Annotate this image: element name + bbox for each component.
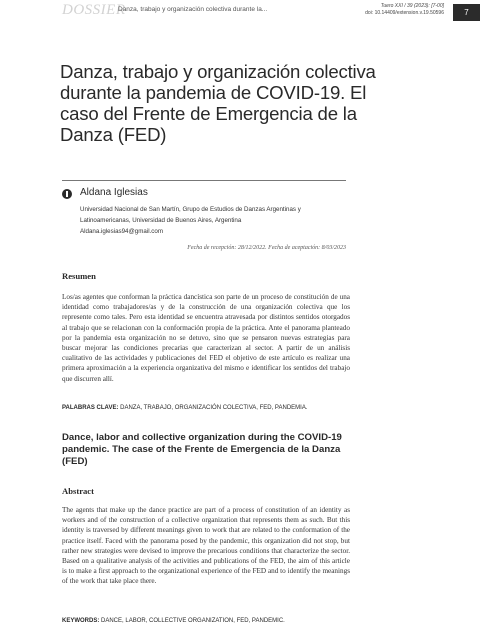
keywords-en	[62, 618, 362, 624]
submission-dates: Fecha de recepción: 28/12/2022. Fecha de aceptación: 8/03/2023	[187, 245, 346, 251]
journal-info	[365, 3, 444, 17]
author-affiliation	[80, 204, 350, 237]
author-email[interactable]: Aldana.iglesias94@gmail.com	[80, 228, 163, 235]
article-title: Danza, trabajo y organización colectiva durante la pandemia de COVID-19. El caso del Frente de Emergencia de la Danza (FED)	[60, 61, 376, 145]
section-label: DOSSIER	[62, 2, 126, 18]
keywords-list: DANZA, TRABAJO, ORGANIZACIÓN COLECTIVA, FED, PANDEMIA.	[120, 405, 308, 411]
running-header	[0, 0, 480, 22]
keywords-label: PALABRAS CLAVE:	[62, 405, 119, 411]
page-number: 7	[453, 4, 480, 21]
abstract-text: The agents that make up the dance practice are part of a process of constitution of an identity as workers and of the construction of a collective organization that represents them as such. But this identity is traversed by different meanings given to work that are related to the conformation of the practice itself. Faced with the panorama posed by the pandemic, this organization did not stop, but rather new strategies were devised to improve the precarious conditions that characterize the sector. Based on a qualitative analysis of the activities and publications of the FED, the aim of this article is to make a first approach to the organizational experience of the FED and to identify the meanings of the work that take place there.	[62, 506, 350, 586]
keywords-label: KEYWORDS:	[62, 618, 100, 624]
resumen-text: Los/as agentes que conforman la práctica dancística son parte de un proceso de constitución de una identidad como trabajadores/as y de la construcción de una organización colectiva que los represente como tales. Pero esta identidad se encuentra atravesada por distintos sentidos otorgados al trabajo que se relacionan con la conformación propia de la práctica. Ante el panorama planteado por la pandemia esta organización no se detuvo, sino que se pensaron nuevas estrategias para buscar mejorar las condiciones precarias que caracterizan al sector. A partir de un análisis cualitativo de las actividades y publicaciones del FED el objetivo de este artículo es realizar una primera aproximación a la experiencia organizativa del mismo e identificar los sentidos del trabajo que discurren allí.	[62, 293, 350, 383]
abstract-heading: Abstract	[62, 486, 94, 496]
palabras-clave	[62, 405, 362, 411]
english-title: Dance, labor and collective organization during the COVID-19 pandemic. The case of the Frente de Emergencia de la Danza (FED)	[62, 432, 342, 467]
keywords-list: DANCE, LABOR, COLLECTIVE ORGANIZATION, FED, PANDEMIC.	[101, 618, 285, 624]
affiliation-line: Universidad Nacional de San Martín, Grupo de Estudios de Danzas Argentinas y	[80, 206, 301, 213]
orcid-icon[interactable]	[62, 189, 72, 199]
doi-link[interactable]: doi: 10.14409/extension.v.19.50596	[365, 10, 444, 16]
running-title: Danza, trabajo y organización colectiva durante la...	[118, 6, 268, 13]
author-name: Aldana Iglesias	[80, 187, 148, 198]
journal-citation: Tuero XXI / 39 (2023): [7-00]	[380, 3, 444, 9]
affiliation-line: Latinoamericanas, Universidad de Buenos Aires, Argentina	[80, 217, 242, 224]
title-divider	[62, 180, 346, 181]
resumen-heading: Resumen	[62, 271, 96, 281]
